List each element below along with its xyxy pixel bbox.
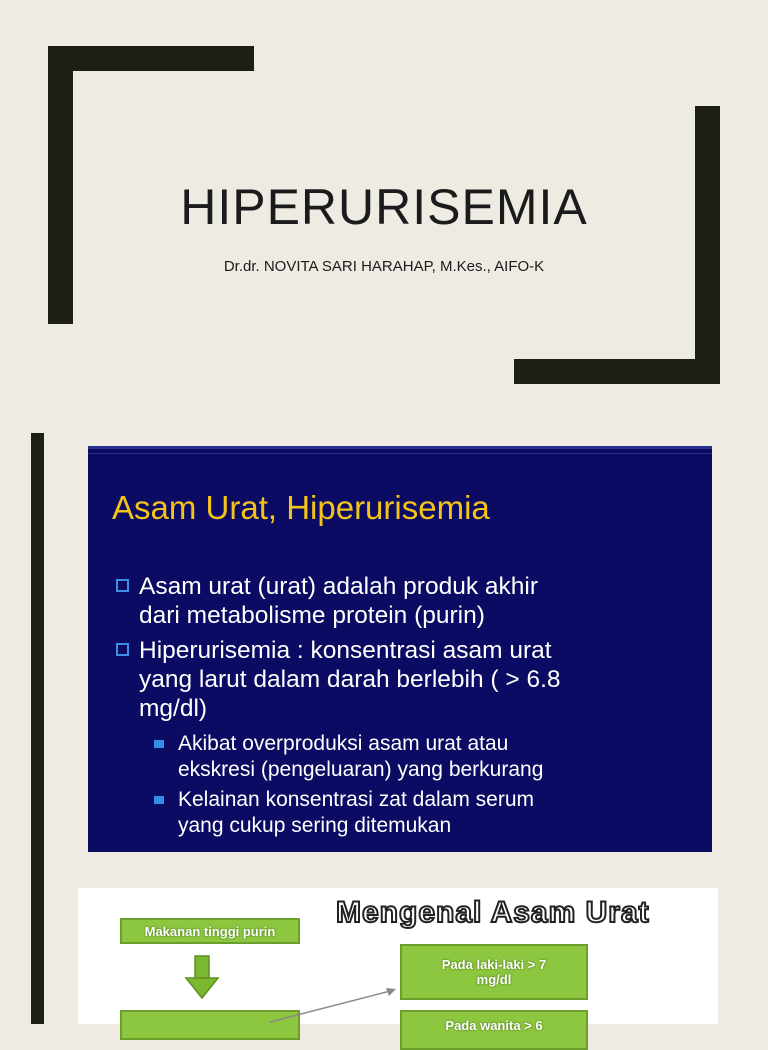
slide-top-rule-thin <box>88 453 712 454</box>
square-bullet-icon <box>116 643 129 656</box>
side-accent-bar <box>31 433 44 1024</box>
slide-author: Dr.dr. NOVITA SARI HARAHAP, M.Kes., AIFO-K <box>223 258 545 275</box>
frame-bar-top-left-horizontal <box>48 46 254 71</box>
slide-top-rule <box>88 446 712 449</box>
bullet-text: Hiperurisemia : konsentrasi asam urat yang larut dalam darah berlebih ( > 6.8 mg/dl) <box>139 637 561 722</box>
square-bullet-icon <box>116 579 129 592</box>
filled-bullet-icon <box>154 740 164 748</box>
box-men-threshold: Pada laki-laki > 7 mg/dl <box>400 944 588 1000</box>
filled-bullet-icon <box>154 796 164 804</box>
diagram-title: Mengenal Asam Urat <box>336 896 650 929</box>
connector-arrow-icon <box>268 984 408 1024</box>
sub-bullet-item <box>154 731 704 783</box>
arrow-down-icon <box>186 956 218 1000</box>
bullet-text: Asam urat (urat) adalah produk akhir dari metabolisme protein (purin) <box>139 573 538 629</box>
bullet-item <box>116 572 706 630</box>
diagram-slide-image <box>78 888 718 1033</box>
content-slide-heading: Asam Urat, Hiperurisemia <box>112 489 490 526</box>
sub-bullet-item <box>154 787 704 839</box>
box-women-threshold: Pada wanita > 6 <box>400 1010 588 1050</box>
bullet-item <box>116 636 706 723</box>
content-slide-image <box>88 446 712 852</box>
box-food-high-purine: Makanan tinggi purin <box>120 918 300 944</box>
sub-bullet-text: Kelainan konsentrasi zat dalam serum yang cukup sering ditemukan <box>178 788 535 837</box>
sub-bullet-text: Akibat overproduksi asam urat atau ekskresi (pengeluaran) yang berkurang <box>178 732 544 781</box>
slide-title: HIPERURISEMIA <box>180 179 588 235</box>
frame-bar-bottom-right-horizontal <box>514 359 720 384</box>
frame-bar-bottom-right-vertical <box>695 106 720 384</box>
